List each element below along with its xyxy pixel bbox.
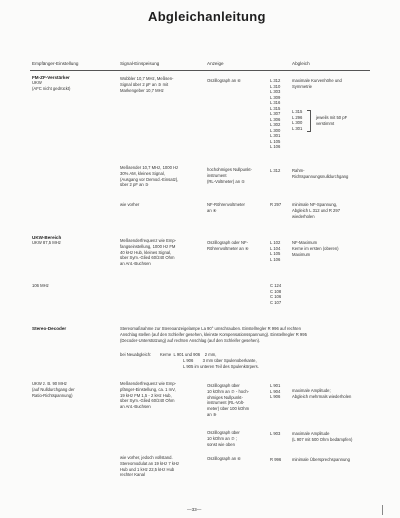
stereo-coil-row-3: L 905 im unteren Teil des Spulenkörpers. <box>183 364 259 369</box>
stereo-anzeige-3: Oszillograph an ⑥ <box>207 456 242 461</box>
stereo-codes: L 901 L 904 L 906 <box>270 383 281 399</box>
stereo-code-3: R 996 <box>270 457 282 462</box>
fm-zf-abgleich-verstimmt: jeweils mit 50 pF verstimmt <box>316 115 348 126</box>
header-anzeige: Anzeige <box>207 61 224 66</box>
fm-zf-abgleich: maximale Kurvenhöhe und Symmetrie <box>292 78 342 89</box>
fm-zf-abgleich-4: minimale NF-Spannung, Abgleich L 312 und R 297 wiederholen <box>292 202 341 219</box>
header-rule <box>30 70 370 71</box>
section-stereo-decoder-heading: Stereo-Decoder <box>32 326 67 331</box>
section-ukw-heading: UKW-Bereich <box>32 235 62 240</box>
fm-zf-signal-3: wie vorher <box>120 202 140 207</box>
ukw-abgleich: NF-Maximum Kerne im ersten (oberen) Maximum <box>292 240 339 257</box>
stereo-coil-row-2: L 906 3 mm über Spulenoberkante, <box>183 358 257 363</box>
section-fm-zf-heading: FM-ZF-Verstärker <box>32 75 70 80</box>
fm-zf-signal-2: Meßsender 10,7 MHz, 1000 Hz 30% AM, kleines Signal, (Ausgang vor Demod.-Einsatz), über 2 pF an ③ <box>120 165 179 188</box>
fm-zf-codes-2: L 315 L 296 L 300 L 301 <box>292 109 303 131</box>
grouping-brace <box>307 110 311 132</box>
fm-zf-code-2: L 312 <box>270 168 281 173</box>
stereo-anzeige: Oszillograph über 10 kOhm an ⑦ - hoch- ohmiges Nullpunkt- instrument (RL-Volt- meter) über 100 kOhm an ⑨ <box>207 383 250 417</box>
ukw-codes: L 102 L 104 L 105 L 106 <box>270 240 281 262</box>
stereo-signal-3: wie vorher, jedoch vollstand. Stereomodulat an 19 kHz 7 kHz Hub und 1 kHz 22,5 kHz Hub rechter Kanal <box>120 455 180 478</box>
ukw-anzeige: Oszillograph oder NF- Röhrenvoltmeter an ④ <box>207 240 249 251</box>
stereo-abgleich: maximale Amplitude; Abgleich mehrmals wiederholen <box>292 388 352 399</box>
stereo-code-2: L 903 <box>270 431 281 436</box>
stereo-abgleich-3: minimale Übersprechspannung <box>292 457 350 462</box>
fm-zf-anzeige-3: NF-Röhrenvoltmeter an ④ <box>207 202 245 213</box>
fm-zf-anzeige: Oszillograph an ⑥ <box>207 78 242 83</box>
ukw-codes-2: C 124 C 108 C 106 C 107 <box>270 283 282 305</box>
fm-zf-einstellung: UKW (AFC nicht gedrückt) <box>32 80 71 91</box>
stereo-einstellung: UKW z. B. 90 MHz (auf Nulldurchgang der Ratio-Richtspannung) <box>32 381 75 398</box>
stereo-signal: Meßsenderfrequenz wie Emp- pfänger-Einstellung, ca. 1 mV, 19 kHz FM 1,5 - 2 kHz Hub, über Sym.-Glied 60/240 Ohm an Ant.-Buchsen <box>120 381 177 410</box>
stereo-abgleich-2: maximale Amplitude (L 907 mit 500 Ohm bedämpfen) <box>292 431 353 442</box>
page-number: —33— <box>187 507 202 512</box>
fm-zf-code-3: R 297 <box>270 202 282 207</box>
fm-zf-codes: L 312 L 310 L 303 L 309 L 316 L 315 L 307 L 306 L 302 L 300 L 301 L 105 L 106 <box>270 78 281 149</box>
stereo-intro: Stereomaßnahme zur Stereoanzeigelampe La 90° umschrauben. Einstellregler R 996 auf rechten Anschlag stellen (auf den Schleifer gesehen, kleinste Kompensationsspannung). Einstellregler R 995 (Decoder-Unterstützung) auf rechten Anschlag (auf den Schleifer gesehen). <box>120 326 307 343</box>
stereo-anzeige-2: Oszillograph über 10 kOhm an ⑦ ; sonst wie oben <box>207 430 240 447</box>
margin-mark <box>382 505 383 515</box>
fm-zf-abgleich-3: Rahm- Richtspannungsnulldurchgang <box>292 168 349 179</box>
ukw-einstellung-106: 106 MHz <box>32 283 49 288</box>
stereo-coil-intro: bei Neuabgleich: <box>120 352 152 357</box>
header-signal-einspeisung: Signal-Einspeisung <box>120 61 160 66</box>
header-empfaenger-einstellung: Empfänger-Einstellung <box>32 61 79 66</box>
ukw-einstellung: UKW 87,5 MHz <box>32 240 61 245</box>
fm-zf-signal: Wobbler 10,7 MHz, Meßsen- Signal über 2 pF an ③ mit Markengeber 10,7 MHz <box>120 76 174 93</box>
fm-zf-anzeige-2: hochohmiges Nullpunkt- instrument (RL-Voltmeter) an ⑤ <box>207 167 252 184</box>
page-title: Abgleichanleitung <box>148 9 266 24</box>
header-abgleich: Abgleich <box>292 61 310 66</box>
stereo-coil-row-1: Kerne L 901 und 906 2 mm, <box>160 352 217 357</box>
ukw-signal: Meßsenderfrequenz wie Emp- fangseinstellung, 1000 Hz FM 40 kHz Hub, kleines Signal, über Sym.-Glied 60/240 Ohm an Ant.-Buchsen <box>120 238 177 267</box>
